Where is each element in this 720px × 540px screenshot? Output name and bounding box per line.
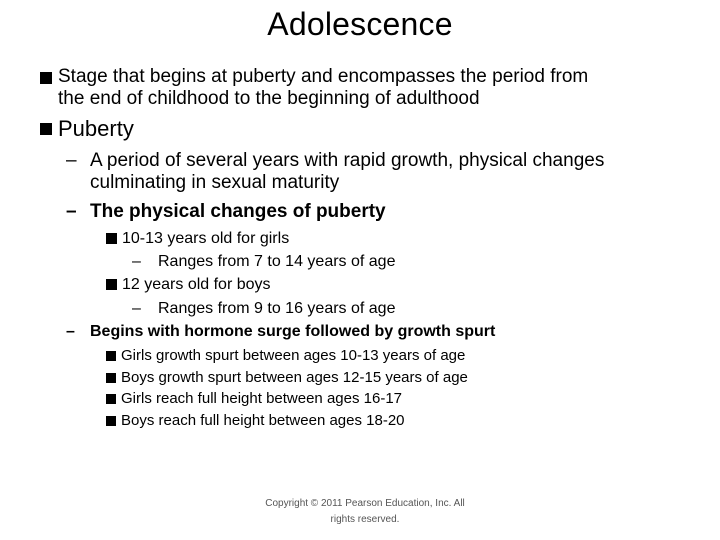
bullet-text-line: the end of childhood to the beginning of adulthood xyxy=(58,88,480,109)
list-item-text: Girls reach full height between ages 16-17 xyxy=(121,390,403,407)
list-item-detail-text: Ranges from 9 to 16 years of age xyxy=(158,300,396,317)
list-item-text: 10-13 years old for girls xyxy=(122,230,290,247)
square-bullet-icon xyxy=(106,394,116,404)
sub-bullet-text-line: A period of several years with rapid growth, physical changes xyxy=(90,150,605,171)
square-bullet-icon xyxy=(106,373,116,383)
sub-bullet-text-line: culminating in sexual maturity xyxy=(90,172,340,193)
slide-title: Adolescence xyxy=(267,6,453,42)
dash-bullet-icon: – xyxy=(66,323,75,340)
list-item-text: Girls growth spurt between ages 10-13 years of age xyxy=(121,347,466,364)
square-bullet-icon xyxy=(106,416,116,426)
dash-bullet-icon: – xyxy=(66,150,77,171)
bullet-heading: Puberty xyxy=(58,116,134,141)
square-bullet-icon xyxy=(40,72,52,84)
list-item-text: Boys growth spurt between ages 12-15 years of age xyxy=(121,369,468,386)
square-bullet-icon xyxy=(106,279,117,290)
list-item-text: Boys reach full height between ages 18-20 xyxy=(121,412,405,429)
dash-bullet-icon: – xyxy=(132,300,141,317)
sub-bullet-heading: The physical changes of puberty xyxy=(90,201,386,222)
copyright-line: Copyright © 2011 Pearson Education, Inc. All xyxy=(265,498,465,509)
list-item-text: 12 years old for boys xyxy=(122,276,271,293)
square-bullet-icon xyxy=(40,123,52,135)
copyright-footer xyxy=(240,496,490,528)
copyright-line: rights reserved. xyxy=(330,514,400,525)
bullet-text-line: Stage that begins at puberty and encompasses the period from xyxy=(58,66,589,87)
square-bullet-icon xyxy=(106,351,116,361)
list-item-detail-text: Ranges from 7 to 14 years of age xyxy=(158,253,396,270)
dash-bullet-icon: – xyxy=(66,201,77,222)
dash-bullet-icon: – xyxy=(132,253,141,270)
square-bullet-icon xyxy=(106,233,117,244)
sub-bullet-heading: Begins with hormone surge followed by growth spurt xyxy=(90,323,496,340)
